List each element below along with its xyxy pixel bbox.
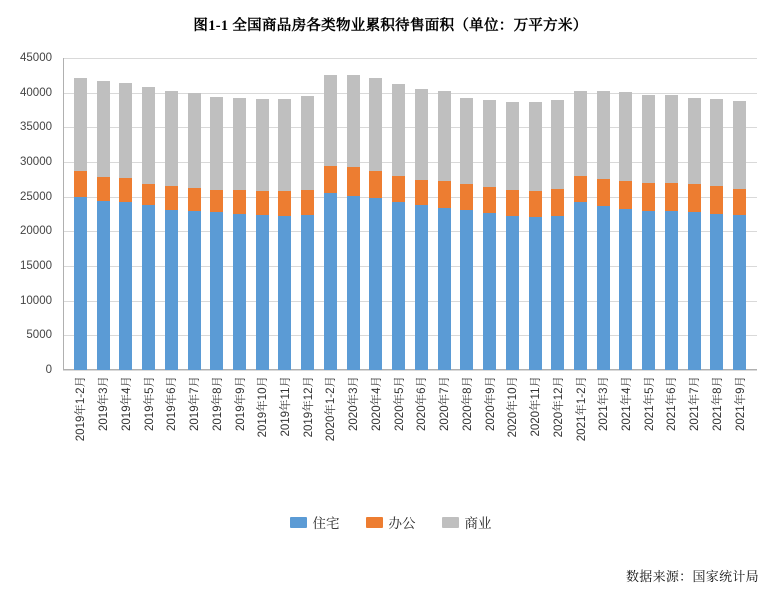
y-axis-tick-label: 30000 xyxy=(20,156,52,168)
x-axis-label-cell xyxy=(342,374,365,494)
bar-group[interactable] xyxy=(501,58,524,370)
bar-group[interactable] xyxy=(319,58,342,370)
bar-segment-商业[interactable] xyxy=(460,98,473,184)
x-axis-tick-label: 2021年3月 xyxy=(598,376,611,431)
bar-segment-办公[interactable] xyxy=(119,178,132,202)
bar-segment-住宅[interactable] xyxy=(256,215,269,370)
bar-segment-商业[interactable] xyxy=(188,93,201,188)
chart-legend xyxy=(0,512,781,532)
bar-segment-住宅[interactable] xyxy=(210,212,223,370)
stacked-bar[interactable] xyxy=(642,95,655,370)
bar-segment-住宅[interactable] xyxy=(233,214,246,370)
bar-segment-商业[interactable] xyxy=(506,102,519,191)
bar-segment-办公[interactable] xyxy=(369,171,382,198)
bar-segment-住宅[interactable] xyxy=(438,208,451,370)
x-axis-tick-label: 2020年9月 xyxy=(484,376,497,431)
bar-segment-办公[interactable] xyxy=(733,189,746,215)
bar-segment-办公[interactable] xyxy=(460,184,473,210)
stacked-bar[interactable] xyxy=(256,99,269,370)
x-axis-label-cell xyxy=(274,374,297,494)
bar-segment-住宅[interactable] xyxy=(347,196,360,370)
bar-segment-商业[interactable] xyxy=(369,78,382,171)
x-axis-label-cell xyxy=(569,374,592,494)
bar-group[interactable] xyxy=(683,58,706,370)
bar-segment-商业[interactable] xyxy=(233,98,246,190)
bar-group[interactable] xyxy=(569,58,592,370)
bar-group[interactable] xyxy=(92,58,115,370)
bar-group[interactable] xyxy=(728,58,751,370)
legend-item-住宅[interactable] xyxy=(290,512,340,532)
bar-group[interactable] xyxy=(251,58,274,370)
bar-segment-办公[interactable] xyxy=(324,166,337,192)
x-axis-tick-label: 2019年8月 xyxy=(211,376,224,431)
bar-segment-办公[interactable] xyxy=(642,183,655,211)
bar-segment-商业[interactable] xyxy=(438,91,451,182)
bar-segment-住宅[interactable] xyxy=(483,213,496,370)
x-axis-tick-label: 2019年9月 xyxy=(234,376,247,431)
bar-segment-办公[interactable] xyxy=(688,184,701,212)
x-axis-label-cell xyxy=(637,374,660,494)
stacked-bar[interactable] xyxy=(415,89,428,370)
stacked-bar[interactable] xyxy=(438,91,451,370)
y-axis-tick-label: 35000 xyxy=(20,121,52,134)
bar-segment-商业[interactable] xyxy=(119,83,132,178)
bar-group[interactable] xyxy=(365,58,388,370)
bar-segment-商业[interactable] xyxy=(97,81,110,177)
bar-group[interactable] xyxy=(660,58,683,370)
bar-segment-商业[interactable] xyxy=(142,87,155,184)
stacked-bar[interactable] xyxy=(119,83,132,370)
bar-segment-住宅[interactable] xyxy=(551,216,564,370)
bar-segment-商业[interactable] xyxy=(74,78,87,171)
x-axis-label-cell xyxy=(251,374,274,494)
stacked-bar[interactable] xyxy=(74,78,87,370)
x-axis-tick-label: 2020年10月 xyxy=(507,376,520,438)
bar-segment-商业[interactable] xyxy=(642,95,655,183)
x-axis-label-cell xyxy=(137,374,160,494)
bar-segment-商业[interactable] xyxy=(665,95,678,182)
x-axis-tick-label: 2020年12月 xyxy=(552,376,565,438)
stacked-bar[interactable] xyxy=(233,98,246,370)
bar-segment-办公[interactable] xyxy=(74,171,87,197)
x-axis-tick-label: 2020年4月 xyxy=(370,376,383,431)
bar-segment-住宅[interactable] xyxy=(415,205,428,370)
bar-segment-住宅[interactable] xyxy=(188,211,201,370)
bar-segment-商业[interactable] xyxy=(529,102,542,191)
x-axis-label-cell xyxy=(728,374,751,494)
bar-segment-办公[interactable] xyxy=(233,190,246,214)
stacked-bar[interactable] xyxy=(392,84,405,370)
bar-group[interactable] xyxy=(615,58,638,370)
stacked-bar[interactable] xyxy=(369,78,382,370)
plot-area xyxy=(63,58,757,370)
stacked-bar[interactable] xyxy=(506,102,519,370)
bar-group[interactable] xyxy=(205,58,228,370)
chart-title: 图1-1 全国商品房各类物业累积待售面积（单位：万平方米） xyxy=(193,18,588,34)
x-axis-tick-label: 2020年11月 xyxy=(530,376,543,437)
x-axis-label-cell xyxy=(205,374,228,494)
bar-segment-办公[interactable] xyxy=(165,186,178,210)
legend-item-商业[interactable] xyxy=(442,512,492,532)
bar-group[interactable] xyxy=(160,58,183,370)
x-axis-tick-label: 2020年5月 xyxy=(393,376,406,431)
x-axis-label-cell xyxy=(706,374,729,494)
stacked-bar[interactable] xyxy=(597,91,610,370)
x-axis-label-cell xyxy=(387,374,410,494)
bar-segment-住宅[interactable] xyxy=(392,202,405,370)
x-axis-label-cell xyxy=(114,374,137,494)
x-axis-label-cell xyxy=(546,374,569,494)
stacked-bar[interactable] xyxy=(574,91,587,370)
y-axis-tick-label: 40000 xyxy=(20,86,52,99)
bar-segment-商业[interactable] xyxy=(597,91,610,178)
bar-segment-住宅[interactable] xyxy=(710,214,723,370)
bar-segment-办公[interactable] xyxy=(301,190,314,215)
bar-segment-商业[interactable] xyxy=(256,99,269,191)
y-axis-tick-label: 25000 xyxy=(20,190,52,203)
bar-group[interactable] xyxy=(478,58,501,370)
y-axis-labels xyxy=(0,52,58,376)
bar-group[interactable] xyxy=(69,58,92,370)
bar-group[interactable] xyxy=(228,58,251,370)
bar-segment-住宅[interactable] xyxy=(733,215,746,370)
x-axis-label-cell xyxy=(228,374,251,494)
x-axis-tick-label: 2020年8月 xyxy=(461,376,474,431)
bar-segment-住宅[interactable] xyxy=(165,210,178,370)
bar-segment-办公[interactable] xyxy=(97,177,110,201)
x-axis-label-cell xyxy=(660,374,683,494)
bar-segment-办公[interactable] xyxy=(529,191,542,217)
y-axis-tick-label: 0 xyxy=(45,364,52,376)
y-axis-tick-label: 20000 xyxy=(20,225,52,238)
stacked-bar[interactable] xyxy=(188,93,201,370)
x-axis-tick-label: 2021年5月 xyxy=(643,376,656,431)
x-axis-tick-label: 2019年10月 xyxy=(257,376,270,438)
stacked-bar[interactable] xyxy=(688,98,701,370)
bar-segment-住宅[interactable] xyxy=(119,202,132,370)
bar-group[interactable] xyxy=(524,58,547,370)
bar-segment-商业[interactable] xyxy=(278,99,291,191)
bar-group[interactable] xyxy=(387,58,410,370)
x-axis-label-cell xyxy=(365,374,388,494)
x-axis-tick-label: 2020年7月 xyxy=(439,376,452,431)
x-axis-tick-label: 2019年7月 xyxy=(189,376,202,431)
bar-segment-办公[interactable] xyxy=(415,180,428,205)
x-axis-label-cell xyxy=(92,374,115,494)
x-axis-label-cell xyxy=(319,374,342,494)
bar-segment-办公[interactable] xyxy=(551,189,564,216)
bar-segment-办公[interactable] xyxy=(278,191,291,216)
x-axis-label-cell xyxy=(501,374,524,494)
bar-segment-办公[interactable] xyxy=(438,181,451,207)
bar-segment-办公[interactable] xyxy=(188,188,201,211)
legend-item-办公[interactable] xyxy=(366,512,416,532)
x-axis-tick-label: 2021年1-2月 xyxy=(575,376,588,442)
bar-segment-商业[interactable] xyxy=(574,91,587,176)
bar-segment-商业[interactable] xyxy=(483,100,496,187)
bar-segment-商业[interactable] xyxy=(324,75,337,167)
x-axis-tick-label: 2021年7月 xyxy=(689,376,702,431)
x-axis-tick-label: 2019年6月 xyxy=(166,376,179,431)
bar-segment-住宅[interactable] xyxy=(642,211,655,370)
stacked-bar[interactable] xyxy=(347,75,360,370)
x-axis-tick-label: 2019年4月 xyxy=(120,376,133,431)
stacked-bar[interactable] xyxy=(142,87,155,370)
x-axis-tick-label: 2020年1-2月 xyxy=(325,376,338,442)
bar-segment-住宅[interactable] xyxy=(74,197,87,370)
bar-group[interactable] xyxy=(706,58,729,370)
bar-segment-住宅[interactable] xyxy=(574,202,587,370)
bar-segment-住宅[interactable] xyxy=(665,211,678,370)
bar-segment-住宅[interactable] xyxy=(324,193,337,370)
x-axis-label-cell xyxy=(160,374,183,494)
bar-group[interactable] xyxy=(637,58,660,370)
legend-swatch-icon xyxy=(366,517,383,528)
x-axis-tick-label: 2020年6月 xyxy=(416,376,429,431)
x-axis-label-cell xyxy=(478,374,501,494)
bar-segment-住宅[interactable] xyxy=(688,212,701,370)
bar-segment-商业[interactable] xyxy=(415,89,428,181)
stacked-bar[interactable] xyxy=(529,102,542,370)
y-axis-tick-label: 45000 xyxy=(20,52,52,64)
bar-segment-办公[interactable] xyxy=(574,176,587,202)
x-axis-tick-label: 2020年3月 xyxy=(348,376,361,431)
bar-segment-住宅[interactable] xyxy=(369,198,382,370)
stacked-bar[interactable] xyxy=(165,91,178,370)
gridline xyxy=(63,370,757,371)
bar-segment-办公[interactable] xyxy=(710,186,723,214)
bar-group[interactable] xyxy=(137,58,160,370)
x-axis-label-cell xyxy=(296,374,319,494)
legend-swatch-icon xyxy=(290,517,307,528)
bar-segment-商业[interactable] xyxy=(688,98,701,184)
stacked-bar[interactable] xyxy=(619,92,632,370)
bar-group[interactable] xyxy=(433,58,456,370)
x-axis-labels xyxy=(63,374,757,494)
bar-segment-商业[interactable] xyxy=(392,84,405,176)
bar-segment-住宅[interactable] xyxy=(460,210,473,370)
legend-swatch-icon xyxy=(442,517,459,528)
bar-segment-商业[interactable] xyxy=(165,91,178,186)
x-axis-tick-label: 2019年5月 xyxy=(143,376,156,431)
bar-segment-住宅[interactable] xyxy=(97,201,110,370)
x-axis-tick-label: 2019年11月 xyxy=(279,376,292,437)
bar-segment-商业[interactable] xyxy=(551,100,564,189)
x-axis-label-cell xyxy=(433,374,456,494)
bar-segment-办公[interactable] xyxy=(392,176,405,202)
x-axis-tick-label: 2021年9月 xyxy=(734,376,747,431)
stacked-bar[interactable] xyxy=(460,98,473,370)
x-axis-tick-label: 2019年1-2月 xyxy=(75,376,88,442)
stacked-bar[interactable] xyxy=(324,75,337,370)
stacked-bar[interactable] xyxy=(551,100,564,370)
bar-segment-办公[interactable] xyxy=(665,183,678,211)
bar-segment-商业[interactable] xyxy=(347,75,360,167)
x-axis-label-cell xyxy=(183,374,206,494)
bar-segment-办公[interactable] xyxy=(347,167,360,196)
stacked-bar[interactable] xyxy=(210,97,223,370)
y-axis-tick-label: 5000 xyxy=(26,329,52,342)
x-axis-tick-label: 2021年8月 xyxy=(711,376,724,431)
stacked-bar[interactable] xyxy=(733,101,746,370)
bar-group[interactable] xyxy=(183,58,206,370)
stacked-bar[interactable] xyxy=(483,100,496,370)
bar-group[interactable] xyxy=(455,58,478,370)
bar-group[interactable] xyxy=(546,58,569,370)
bar-group[interactable] xyxy=(410,58,433,370)
bar-segment-办公[interactable] xyxy=(210,190,223,212)
x-axis-tick-label: 2021年4月 xyxy=(620,376,633,431)
bar-group[interactable] xyxy=(114,58,137,370)
bar-segment-商业[interactable] xyxy=(301,96,314,190)
bar-segment-住宅[interactable] xyxy=(529,217,542,370)
y-axis-tick-label: 10000 xyxy=(20,294,52,307)
bar-segment-办公[interactable] xyxy=(506,190,519,216)
bar-group[interactable] xyxy=(296,58,319,370)
stacked-bar[interactable] xyxy=(278,99,291,370)
bar-segment-办公[interactable] xyxy=(142,184,155,205)
x-axis-label-cell xyxy=(615,374,638,494)
bar-group[interactable] xyxy=(274,58,297,370)
bar-segment-商业[interactable] xyxy=(710,99,723,186)
bar-segment-商业[interactable] xyxy=(619,92,632,181)
stacked-bar[interactable] xyxy=(301,96,314,370)
bar-segment-住宅[interactable] xyxy=(597,206,610,370)
bar-segment-办公[interactable] xyxy=(619,181,632,209)
bar-segment-办公[interactable] xyxy=(597,179,610,206)
x-axis-tick-label: 2019年3月 xyxy=(98,376,111,431)
legend-label: 商业 xyxy=(464,516,492,531)
stacked-bar[interactable] xyxy=(665,95,678,370)
bar-segment-商业[interactable] xyxy=(733,101,746,189)
x-axis-label-cell xyxy=(524,374,547,494)
source-note: 数据来源：国家统计局 xyxy=(625,569,759,584)
x-axis-tick-label: 2021年6月 xyxy=(666,376,679,431)
stacked-bar[interactable] xyxy=(97,81,110,370)
bar-segment-办公[interactable] xyxy=(256,191,269,215)
bar-series-container xyxy=(63,58,757,370)
x-axis-label-cell xyxy=(455,374,478,494)
bar-segment-住宅[interactable] xyxy=(301,215,314,370)
x-axis-tick-label: 2019年12月 xyxy=(302,376,315,438)
bar-segment-住宅[interactable] xyxy=(142,205,155,370)
x-axis-label-cell xyxy=(683,374,706,494)
bar-segment-住宅[interactable] xyxy=(619,209,632,370)
bar-segment-住宅[interactable] xyxy=(278,216,291,370)
legend-label: 住宅 xyxy=(312,516,340,531)
stacked-bar[interactable] xyxy=(710,99,723,370)
x-axis-label-cell xyxy=(592,374,615,494)
legend-label: 办公 xyxy=(388,516,416,531)
bar-group[interactable] xyxy=(592,58,615,370)
x-axis-label-cell xyxy=(410,374,433,494)
bar-segment-商业[interactable] xyxy=(210,97,223,190)
x-axis-label-cell xyxy=(69,374,92,494)
y-axis-tick-label: 15000 xyxy=(20,260,52,272)
bar-group[interactable] xyxy=(342,58,365,370)
bar-segment-住宅[interactable] xyxy=(506,216,519,370)
bar-segment-办公[interactable] xyxy=(483,187,496,213)
